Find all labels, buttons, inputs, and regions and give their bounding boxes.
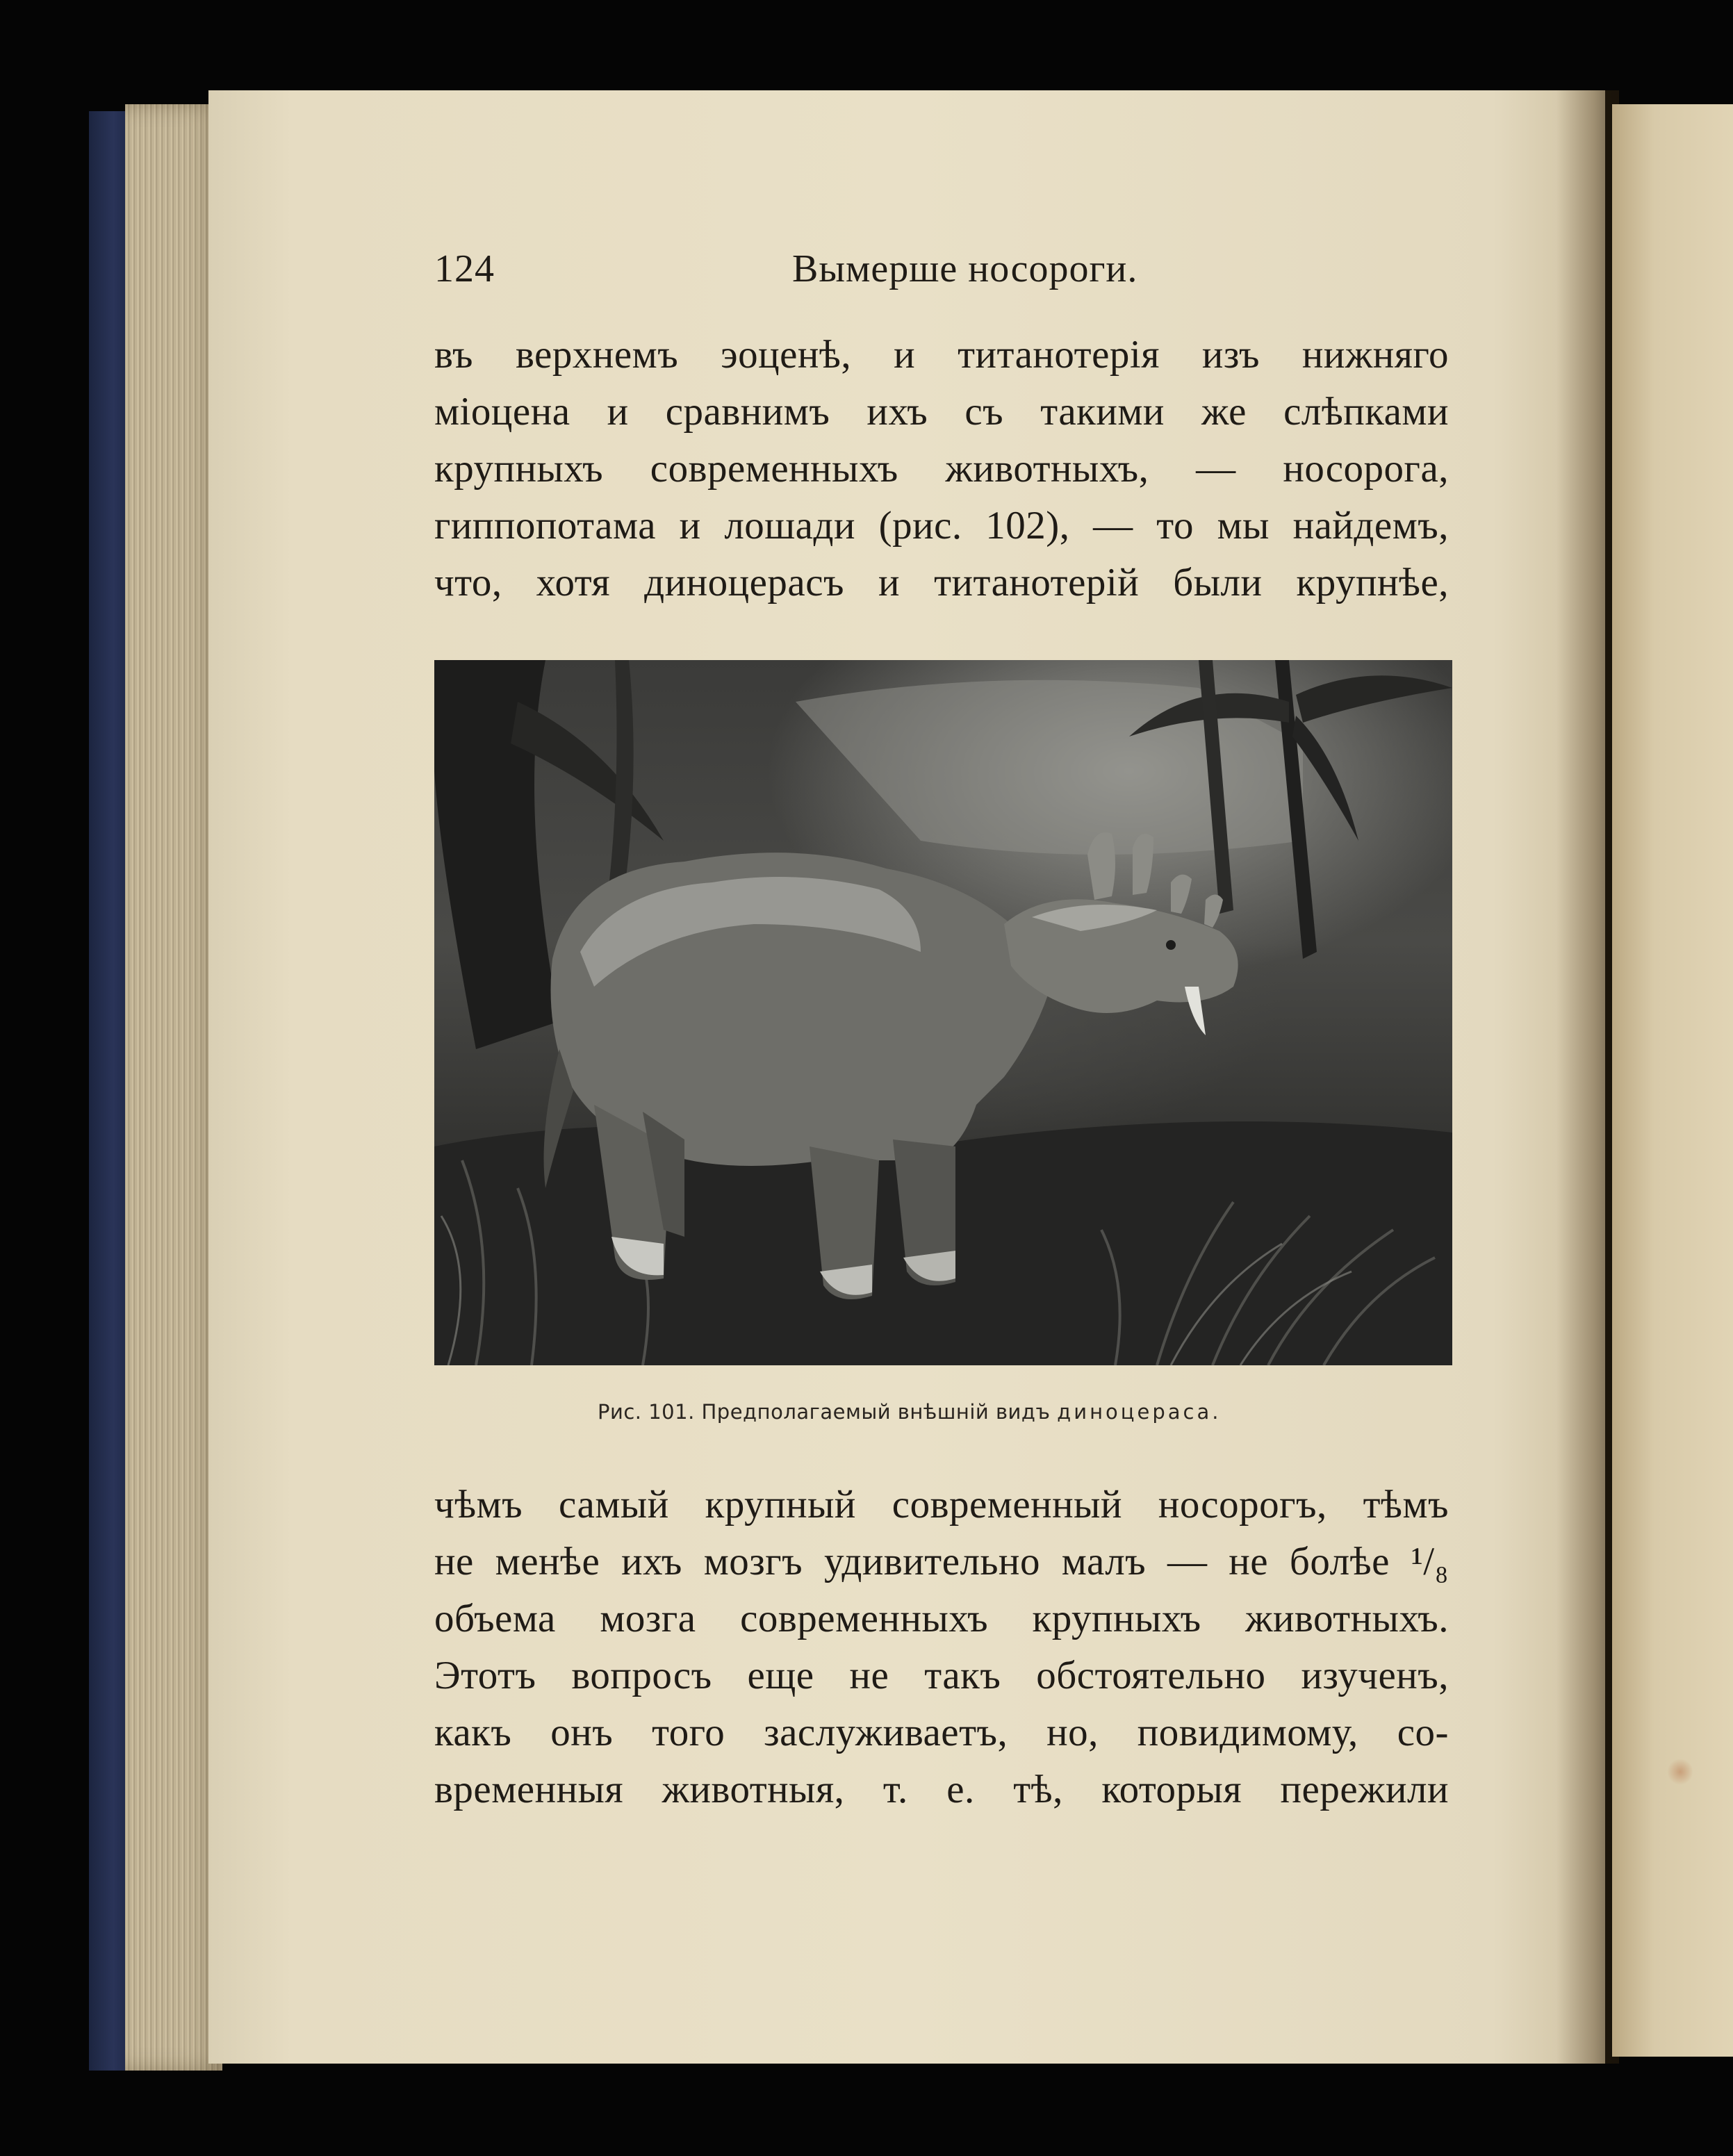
running-header (434, 247, 1449, 302)
dinoceras-illustration (434, 660, 1452, 1365)
text-line: міоцена и сравнимъ ихъ съ такими же слѣпками (434, 390, 1449, 434)
page-edges (125, 104, 222, 2071)
running-title: Вымерше носороги. (792, 247, 1138, 290)
text-line: объема мозга современныхъ крупныхъ животныхъ. (434, 1597, 1449, 1640)
text-line: что, хотя диноцерасъ и титанотерій были крупнѣе, (434, 561, 1449, 604)
text-line: временныя животныя, т. е. тѣ, которыя пережили (434, 1768, 1449, 1811)
page-number: 124 (434, 247, 495, 290)
text-line: въ верхнемъ эоценѣ, и титанотерія изъ нижняго (434, 333, 1449, 377)
figure-caption (598, 1400, 1306, 1424)
caption-text: Рис. 101. Предполагаемый внѣшній видъ (598, 1400, 1051, 1424)
paragraph-bottom (434, 1476, 1449, 1818)
stain-mark (1668, 1758, 1693, 1786)
paragraph-top (434, 327, 1449, 611)
gutter-shadow (1557, 90, 1619, 2064)
text-line: не менѣе ихъ мозгъ удивительно малъ — не болѣе ¹/₈ (434, 1540, 1449, 1583)
caption-subject: диноцераса. (1057, 1400, 1222, 1424)
text-line: чѣмъ самый крупный современный носорогъ, тѣмъ (434, 1483, 1449, 1527)
text-line: Этотъ вопросъ еще не такъ обстоятельно изученъ, (434, 1654, 1449, 1697)
text-line: какъ онъ того заслуживаетъ, но, повидимому, со- (434, 1711, 1449, 1754)
text-line: гиппопотама и лошади (рис. 102), — то мы найдемъ, (434, 504, 1449, 548)
text-line: крупныхъ современныхъ животныхъ, — носорога, (434, 447, 1449, 491)
